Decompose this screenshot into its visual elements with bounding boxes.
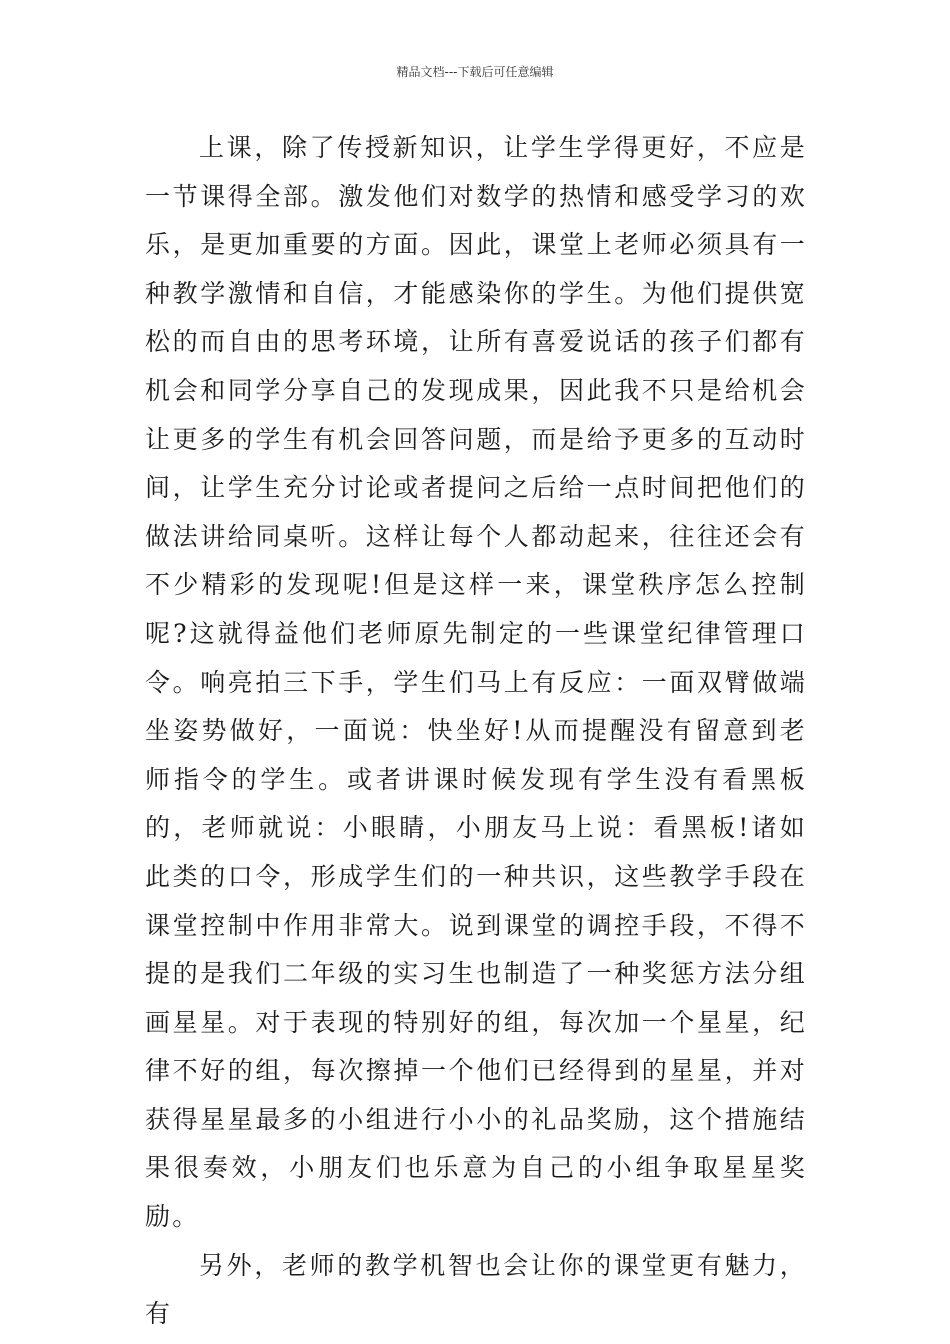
page-header: 精品文档---下载后可任意编辑 bbox=[396, 65, 554, 79]
document-body bbox=[145, 124, 807, 1339]
paragraph-2: 另外，老师的教学机智也会让你的课堂更有魅力，有 bbox=[145, 1250, 807, 1329]
paragraph-1: 上课，除了传授新知识，让学生学得更好，不应是一节课得全部。激发他们对数学的热情和感受学习的欢乐，是更加重要的方面。因此，课堂上老师必须具有一种教学激情和自信，才能感染你的学生。为他们提供宽松的而自由的思考环境，让所有喜爱说话的孩子们都有机会和同学分享自己的发现成果，因此我不只是给机会让更多的学生有机会回答问题，而是给予更多的互动时间，让学生充分讨论或者提问之后给一点时间把他们的做法讲给同桌听。这样让每个人都动起来，往往还会有不少精彩的发现呢!但是这样一来，课堂秩序怎么控制呢?这就得益他们老师原先制定的一些课堂纪律管理口令。响亮拍三下手，学生们马上有反应：一面双臂做端坐姿势做好，一面说：快坐好!从而提醒没有留意到老师指令的学生。或者讲课时候发现有学生没有看黑板的，老师就说：小眼睛，小朋友马上说：看黑板!诸如此类的口令，形成学生们的一种共识，这些教学手段在课堂控制中作用非常大。说到课堂的调控手段，不得不提的是我们二年级的实习生也制造了一种奖惩方法分组画星星。对于表现的特别好的组，每次加一个星星，纪律不好的组，每次擦掉一个他们已经得到的星星，并对获得星星最多的小组进行小小的礼品奖励，这个措施结果很奏效，小朋友们也乐意为自己的小组争取星星奖励。 bbox=[145, 133, 807, 1232]
